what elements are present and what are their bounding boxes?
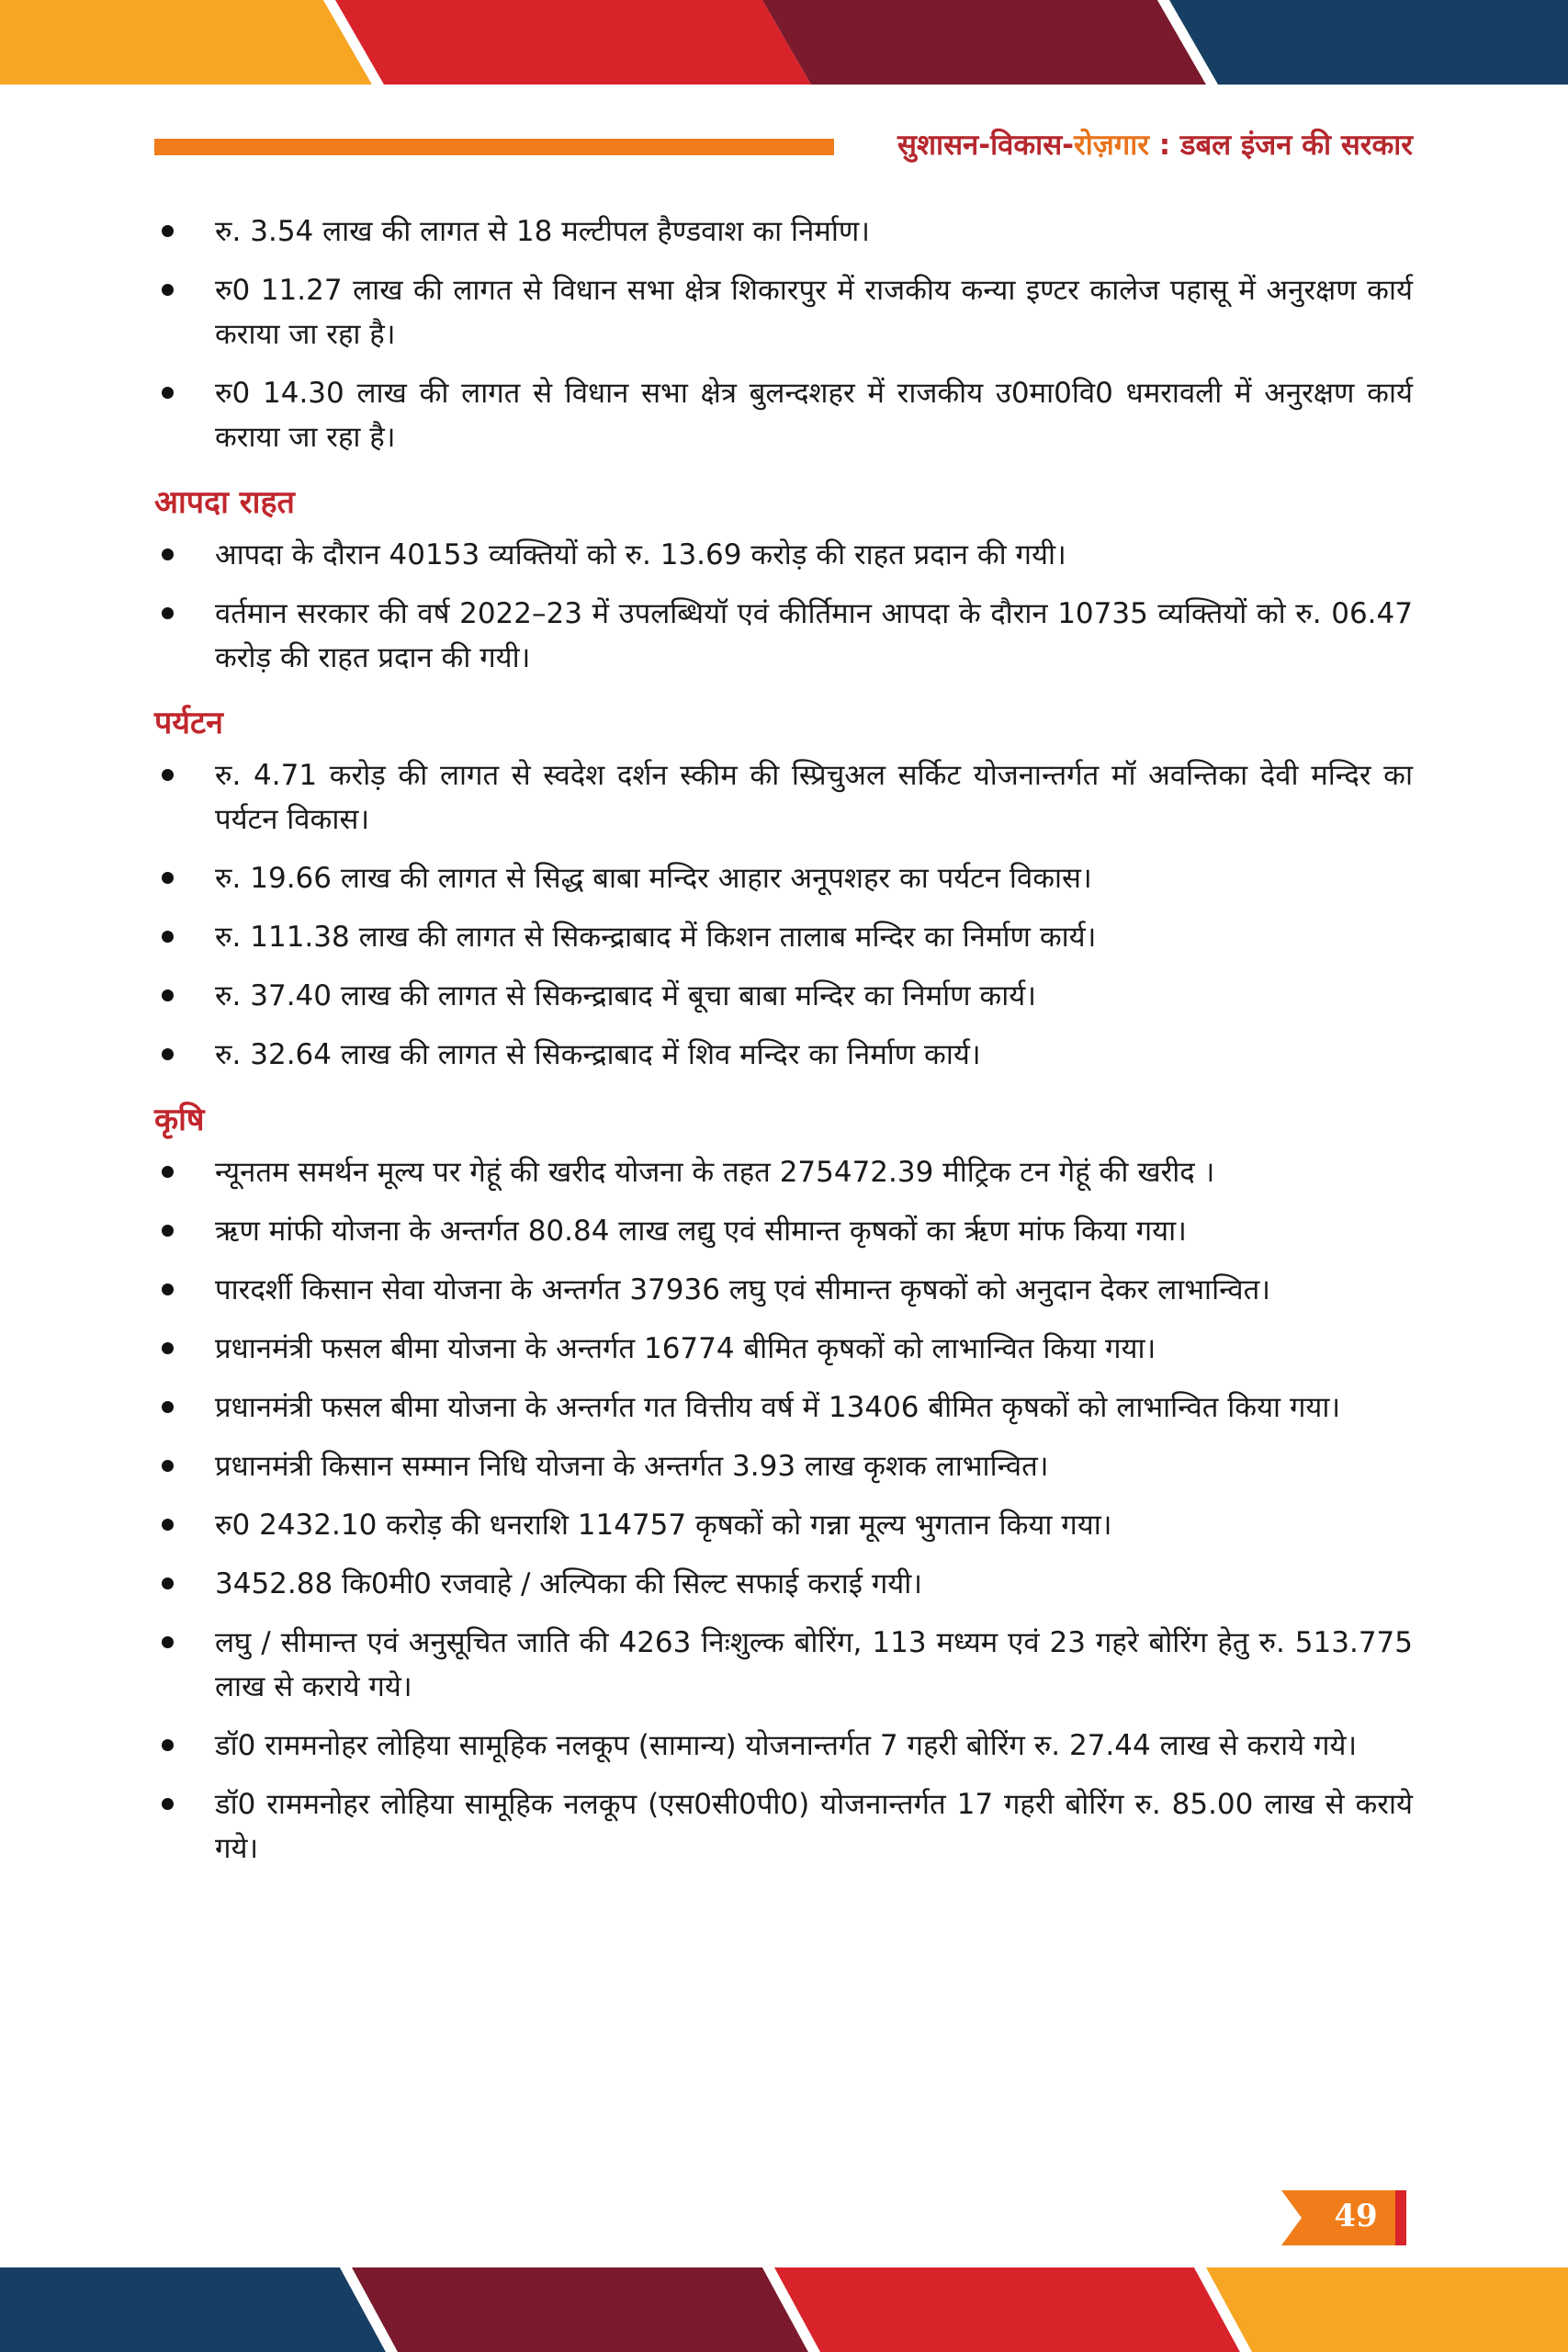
list-item: रु. 111.38 लाख की लागत से सिकन्द्राबाद में किशन तालाब मन्दिर का निर्माण कार्य। [154, 915, 1413, 959]
list-item: पारदर्शी किसान सेवा योजना के अन्तर्गत 37936 लघु एवं सीमान्त कृषकों को अनुदान देकर लाभान्वित। [154, 1268, 1413, 1312]
header-title-part2: रोज़गार [1074, 129, 1149, 162]
section-title-apada: आपदा राहत [154, 484, 295, 521]
section-title-krishi: कृषि [154, 1102, 205, 1138]
list-item: रु0 2432.10 करोड़ की धनराशि 114757 कृषकों को गन्ना मूल्य भुगतान किया गया। [154, 1503, 1413, 1547]
list-item: प्रधानमंत्री किसान सम्मान निधि योजना के अन्तर्गत 3.93 लाख कृशक लाभान्वित। [154, 1444, 1413, 1488]
list-item: आपदा के दौरान 40153 व्यक्तियों को रु. 13.69 करोड़ की राहत प्रदान की गयी। [154, 533, 1413, 577]
header-title [897, 125, 1413, 164]
paryatan-list [154, 753, 1413, 1077]
list-item: ऋण मांफी योजना के अन्तर्गत 80.84 लाख लद्यु एवं सीमान्त कृषकों का ऋृण मांफ किया गया। [154, 1209, 1413, 1253]
apada-list [154, 533, 1413, 680]
list-item: रु0 14.30 लाख की लागत से विधान सभा क्षेत्र बुलन्दशहर में राजकीय उ0मा0वि0 धमरावली में अनुरक्षण कार्य कराया जा रहा है। [154, 371, 1413, 459]
list-item: डॉ0 राममनोहर लोहिया सामूहिक नलकूप (एस0सी0पी0) योजनान्तर्गत 17 गहरी बोरिंग रु. 85.00 लाख से कराये गये। [154, 1782, 1413, 1871]
page-content [154, 209, 1413, 1885]
list-item: रु. 37.40 लाख की लागत से सिकन्द्राबाद में बूचा बाबा मन्दिर का निर्माण कार्य। [154, 974, 1413, 1018]
running-header [154, 127, 1413, 164]
section-title-paryatan: पर्यटन [154, 705, 224, 741]
krishi-list [154, 1150, 1413, 1871]
top-decorative-band [0, 0, 1568, 85]
header-title-part1: सुशासन-विकास- [897, 129, 1075, 162]
header-rule [154, 139, 834, 155]
list-item: डॉ0 राममनोहर लोहिया सामूहिक नलकूप (सामान्य) योजनान्तर्गत 7 गहरी बोरिंग रु. 27.44 लाख से कराये गये। [154, 1724, 1413, 1768]
page-number-tab [1281, 2190, 1410, 2245]
header-title-part3: : डबल इंजन की सरकार [1148, 129, 1413, 162]
page-number: 49 [1334, 2198, 1378, 2234]
list-item: प्रधानमंत्री फसल बीमा योजना के अन्तर्गत 16774 बीमित कृषकों को लाभान्वित किया गया। [154, 1327, 1413, 1371]
list-item: रु. 3.54 लाख की लागत से 18 मल्टीपल हैण्डवाश का निर्माण। [154, 209, 1413, 254]
intro-list [154, 209, 1413, 459]
list-item: रु. 4.71 करोड़ की लागत से स्वदेश दर्शन स्कीम की स्प्रिचुअल सर्किट योजनान्तर्गत मॉ अवन्तिका देवी मन्दिर का पर्यटन विकास। [154, 753, 1413, 842]
list-item: रु0 11.27 लाख की लागत से विधान सभा क्षेत्र शिकारपुर में राजकीय कन्या इण्टर कालेज पहासू में अनुरक्षण कार्य कराया जा रहा है। [154, 268, 1413, 356]
list-item: 3452.88 कि0मी0 रजवाहे / अल्पिका की सिल्ट सफाई कराई गयी। [154, 1562, 1413, 1606]
list-item: रु. 32.64 लाख की लागत से सिकन्द्राबाद में शिव मन्दिर का निर्माण कार्य। [154, 1033, 1413, 1077]
list-item: न्यूनतम समर्थन मूल्य पर गेहूं की खरीद योजना के तहत 275472.39 मीट्रिक टन गेहूं की खरीद । [154, 1150, 1413, 1194]
list-item: प्रधानमंत्री फसल बीमा योजना के अन्तर्गत गत वित्तीय वर्ष में 13406 बीमित कृषकों को लाभान्वित किया गया। [154, 1385, 1413, 1430]
list-item: वर्तमान सरकार की वर्ष 2022–23 में उपलब्धियॉ एवं कीर्तिमान आपदा के दौरान 10735 व्यक्तियों को रु. 06.47 करोड़ की राहत प्रदान की गयी। [154, 592, 1413, 680]
list-item: लघु / सीमान्त एवं अनुसूचित जाति की 4263 निःशुल्क बोरिंग, 113 मध्यम एवं 23 गहरे बोरिंग हेतु रु. 513.775 लाख से कराये गये। [154, 1621, 1413, 1709]
bottom-decorative-band [0, 2267, 1568, 2352]
list-item: रु. 19.66 लाख की लागत से सिद्ध बाबा मन्दिर आहार अनूपशहर का पर्यटन विकास। [154, 856, 1413, 900]
